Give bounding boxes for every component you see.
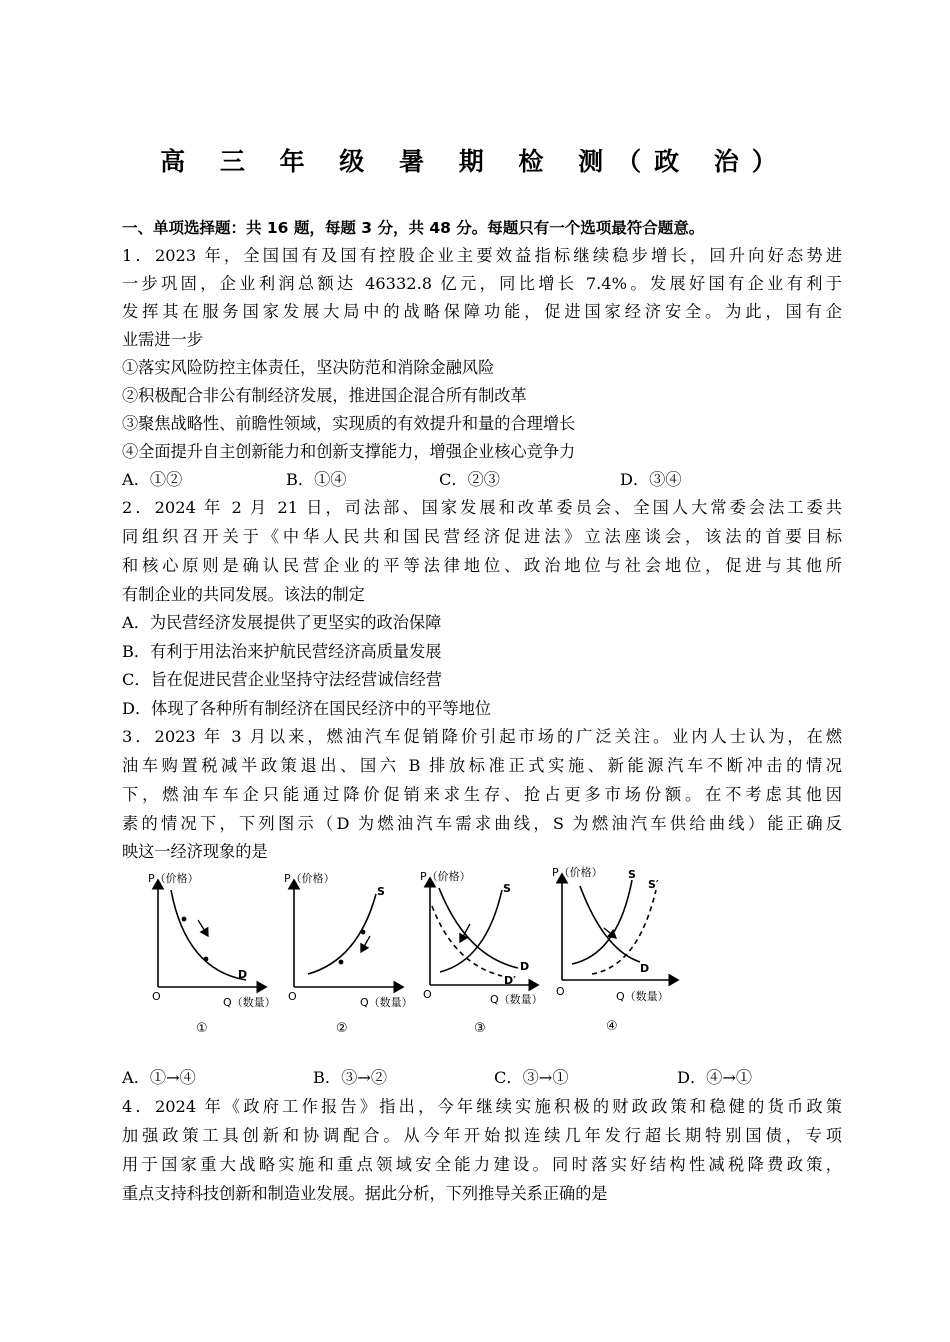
graph-1 bbox=[148, 871, 276, 1036]
supply-curve-s bbox=[440, 890, 502, 972]
curve-label-s: S bbox=[503, 882, 511, 895]
move-along-arrow bbox=[361, 936, 370, 952]
q2-stem-line: 和核心原则是确认民营企业的平等法律地位、政治地位与社会地位，促进与其他所 bbox=[122, 556, 842, 575]
equilibrium-point bbox=[204, 957, 209, 962]
q1-option-c: C．②③ bbox=[439, 470, 500, 489]
q3-option-d: D．④→① bbox=[677, 1068, 753, 1087]
y-axis-label: P（价格） bbox=[148, 872, 199, 885]
q3-stem-line: 油车购置税减半政策退出、国六 B 排放标准正式实施、新能源汽车不断冲击的情况 bbox=[122, 756, 842, 775]
shift-arrow bbox=[460, 924, 470, 942]
y-axis-label: P（价格） bbox=[552, 866, 603, 879]
graph-number: ③ bbox=[474, 1021, 486, 1036]
q1-statement: ②积极配合非公有制经济发展，推进国企混合所有制改革 bbox=[122, 386, 527, 405]
q1-stem-line: 发挥其在服务国家发展大局中的战略保障功能，促进国家经济安全。为此，国有企 bbox=[122, 302, 842, 321]
demand-curve-d bbox=[439, 888, 518, 968]
q1-stem-line: 一步巩固，企业利润总额达 46332.8 亿元，同比增长 7.4%。发展好国有企业有利于 bbox=[122, 274, 842, 293]
q2-option-b: B．有利于用法治来护航民营经济高质量发展 bbox=[122, 642, 442, 661]
q1-statement: ③聚焦战略性、前瞻性领域，实现质的有效提升和量的合理增长 bbox=[122, 414, 576, 433]
curve-label-d: D bbox=[238, 968, 248, 981]
q2-stem-line: 2．2024 年 2 月 21 日，司法部、国家发展和改革委员会、全国人大常委会法工委共 bbox=[122, 498, 842, 517]
origin-label: O bbox=[152, 990, 161, 1003]
q2-option-d: D．体现了各种所有制经济在国民经济中的平等地位 bbox=[122, 699, 492, 718]
y-axis-label: P（价格） bbox=[420, 870, 471, 883]
q3-supply-demand-graphs bbox=[118, 862, 698, 1042]
section-heading: 一、单项选择题：共 16 题，每题 3 分，共 48 分。每题只有一个选项最符合题意。 bbox=[122, 219, 705, 237]
equilibrium-point bbox=[339, 960, 344, 965]
q3-option-a: A．①→④ bbox=[122, 1068, 196, 1087]
exam-title: 高 三 年 级 暑 期 检 测（政 治） bbox=[160, 147, 790, 176]
graph-number: ① bbox=[196, 1021, 208, 1036]
q4-stem-line: 重点支持科技创新和制造业发展。据此分析，下列推导关系正确的是 bbox=[122, 1184, 608, 1203]
q2-option-a: A．为民营经济发展提供了更坚实的政治保障 bbox=[122, 613, 442, 632]
q1-statement: ①落实风险防控主体责任，坚决防范和消除金融风险 bbox=[122, 358, 495, 377]
curve-label-s-prime: S′ bbox=[648, 878, 659, 891]
x-axis-label: Q（数量） bbox=[360, 996, 413, 1009]
curve-label-s: S bbox=[377, 885, 385, 898]
q1-option-a: A．①② bbox=[122, 470, 183, 489]
q2-stem-line: 有制企业的共同发展。该法的制定 bbox=[122, 585, 365, 604]
curve-label-d-prime: D′ bbox=[504, 974, 517, 987]
demand-curve-d bbox=[171, 890, 246, 980]
q4-stem-line: 4．2024 年《政府工作报告》指出，今年继续实施积极的财政政策和稳健的货币政策 bbox=[122, 1097, 842, 1116]
equilibrium-point bbox=[182, 917, 187, 922]
q1-option-d: D．③④ bbox=[620, 470, 682, 489]
graph-2 bbox=[284, 871, 413, 1036]
q3-stem-line: 3．2023 年 3 月以来，燃油汽车促销降价引起市场的广泛关注。业内人士认为，在燃 bbox=[122, 727, 842, 746]
q2-stem-line: 同组织召开关于《中华人民共和国民营经济促进法》立法座谈会，该法的首要目标 bbox=[122, 527, 842, 546]
graph-number: ④ bbox=[606, 1019, 618, 1034]
x-axis-label: Q（数量） bbox=[490, 993, 543, 1006]
q1-option-b: B．①④ bbox=[286, 470, 347, 489]
origin-label: O bbox=[288, 990, 297, 1003]
y-axis-label: P（价格） bbox=[284, 872, 335, 885]
q4-stem-line: 用于国家重大战略实施和重点领域安全能力建设。同时落实好结构性减税降费政策， bbox=[122, 1155, 842, 1174]
q1-statement: ④全面提升自主创新能力和创新支撑能力，增强企业核心竞争力 bbox=[122, 442, 576, 461]
equilibrium-point bbox=[361, 930, 366, 935]
graph-4 bbox=[552, 865, 678, 1034]
demand-curve-d bbox=[580, 886, 640, 962]
curve-label-d: D bbox=[520, 960, 530, 973]
curve-label-d: D bbox=[640, 962, 650, 975]
origin-label: O bbox=[556, 985, 565, 998]
q3-stem-line: 素的情况下，下列图示（D 为燃油汽车需求曲线，S 为燃油汽车供给曲线）能正确反 bbox=[122, 814, 842, 833]
move-along-arrow bbox=[198, 920, 208, 936]
q1-stem-line: 业需进一步 bbox=[122, 330, 203, 349]
q2-option-c: C．旨在促进民营企业坚持守法经营诚信经营 bbox=[122, 670, 442, 689]
q3-stem-line: 下，燃油车车企只能通过降价促销来求生存、抢占更多市场份额。在不考虑其他因 bbox=[122, 785, 842, 804]
q3-option-c: C．③→① bbox=[494, 1068, 569, 1087]
supply-curve-s bbox=[572, 880, 632, 964]
q4-stem-line: 加强政策工具创新和协调配合。从今年开始拟连续几年发行超长期特别国债，专项 bbox=[122, 1126, 842, 1145]
graph-3 bbox=[420, 869, 543, 1036]
q1-stem-line: 1．2023 年，全国国有及国有控股企业主要效益指标继续稳步增长，回升向好态势进 bbox=[122, 246, 842, 265]
graph-number: ② bbox=[336, 1021, 348, 1036]
q3-option-b: B．③→② bbox=[313, 1068, 388, 1087]
origin-label: O bbox=[423, 988, 432, 1001]
q3-stem-line: 映这一经济现象的是 bbox=[122, 842, 268, 861]
demand-curve-d-prime bbox=[432, 906, 502, 976]
x-axis-label: Q（数量） bbox=[223, 996, 276, 1009]
curve-label-s: S bbox=[628, 868, 636, 881]
x-axis-label: Q（数量） bbox=[616, 990, 669, 1003]
